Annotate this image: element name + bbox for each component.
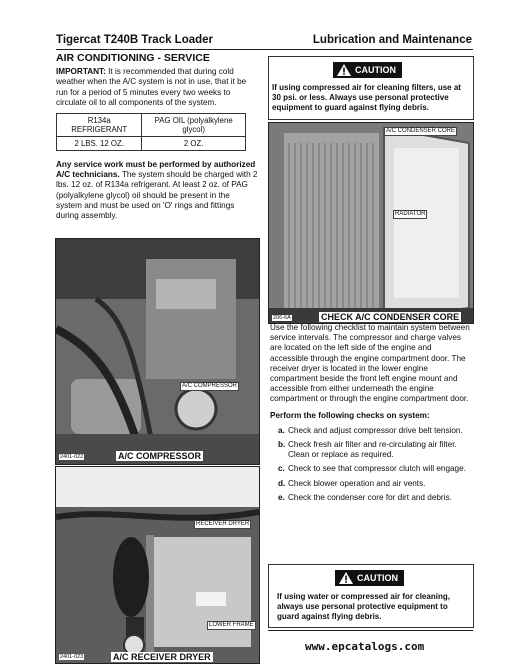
table-cell: R134a REFRIGERANT — [57, 114, 142, 137]
header-title-left: Tigercat T240B Track Loader — [56, 34, 214, 46]
caution-label: CAUTION — [355, 65, 396, 75]
caution-label: CAUTION — [357, 573, 398, 583]
service-text: The system should be charged with 2 lbs. 12 oz. of R134a refrigerant. At least 2 oz. of PAG (polyalkylene glycol) oil should be present in the system and must be used on 'O' rings and fittings during assembly. — [56, 170, 258, 221]
list-item — [270, 493, 472, 503]
checks-list — [270, 426, 472, 503]
caution-text: If using water or compressed air for cleaning, always use personal protective equipment to guard against flying debris. — [277, 592, 450, 621]
condenser-core-photo — [268, 122, 474, 324]
table-cell: PAG OIL (polyalkylene glycol) — [142, 114, 246, 137]
list-text: Check fresh air filter and re-circulating air filter. Clean or replace as required. — [288, 440, 457, 460]
list-key: d. — [278, 478, 286, 488]
table-row — [57, 137, 246, 151]
caution-text: If using compressed air for cleaning filters, use at 30 psi. or less. Always use personal protective equipment to guard against flying debris. — [272, 83, 461, 112]
list-item — [270, 479, 472, 489]
important-text: It is recommended that during cold weather when the A/C system is not in use, that it be run for a period of 5 minutes every two weeks to circulate oil to all components of the system. — [56, 67, 247, 107]
header-rule — [56, 49, 473, 50]
footer-rule — [268, 630, 473, 631]
intro-paragraph: Use the following checklist to maintain system between service intervals. The compressor and charge valves are located on the left side of the engine and accessible through the engine compartment door. The receiver dryer is located in the lower engine compartment beside the front left engine mount and accessible from either underneath the engine compartment or through the engine compartment door. — [270, 323, 470, 404]
list-item — [270, 440, 472, 460]
figure-caption: CHECK A/C CONDENSER CORE — [321, 312, 460, 322]
list-key: b. — [278, 440, 286, 450]
callout-lower-frame: LOWER FRAME — [209, 622, 254, 628]
list-item — [270, 426, 472, 436]
callout-radiator: RADIATOR — [395, 211, 426, 217]
table-cell: 2 LBS. 12 OZ. — [57, 137, 142, 151]
warning-icon — [339, 572, 353, 584]
service-bold: Any service work must be performed by authorized A/C technicians. — [56, 160, 256, 180]
warning-icon — [337, 64, 351, 76]
caution-box-2 — [268, 564, 474, 628]
callout-ac-compressor: A/C COMPRESSOR — [182, 383, 238, 389]
figure-caption: A/C COMPRESSOR — [118, 451, 202, 461]
caution-box-1 — [268, 56, 474, 120]
right-column — [270, 323, 472, 507]
left-column — [56, 53, 258, 221]
list-text: Check the condenser core for dirt and debris. — [288, 492, 452, 502]
list-item — [270, 464, 472, 474]
callout-condenser-core: A/C CONDENSER CORE — [386, 128, 456, 134]
list-text: Check blower operation and air vents. — [288, 478, 426, 488]
important-label: IMPORTANT: — [56, 67, 106, 77]
list-key: c. — [278, 464, 285, 474]
list-key: e. — [278, 492, 285, 502]
table-cell: 2 OZ. — [142, 137, 246, 151]
ac-compressor-photo — [55, 238, 260, 465]
ac-spec-table — [56, 113, 246, 151]
figure-caption: A/C RECEIVER DRYER — [113, 652, 211, 662]
list-key: a. — [278, 425, 285, 435]
figure-number: 206-6A — [273, 315, 291, 321]
service-paragraph — [56, 160, 258, 221]
figure-number: 2401-022 — [60, 454, 84, 460]
checks-title: Perform the following checks on system: — [270, 410, 430, 420]
header-title-right: Lubrication and Maintenance — [312, 34, 472, 46]
figure-number: 2401-023 — [60, 654, 84, 660]
important-paragraph — [56, 67, 258, 108]
page-header — [56, 34, 472, 50]
caution-badge — [333, 62, 402, 78]
receiver-dryer-photo-art — [56, 467, 259, 663]
footer-url-link[interactable]: www.epcatalogs.com — [305, 640, 425, 653]
condenser-photo-art — [269, 123, 473, 323]
caution-badge — [335, 570, 404, 586]
compressor-photo-art — [56, 239, 259, 464]
table-row — [57, 114, 246, 137]
list-text: Check and adjust compressor drive belt tension. — [288, 425, 463, 435]
list-text: Check to see that compressor clutch will engage. — [288, 464, 466, 474]
callout-receiver-dryer: RECEIVER DRYER — [196, 521, 250, 527]
ac-receiver-dryer-photo — [55, 466, 260, 664]
section-title: AIR CONDITIONING - SERVICE — [56, 52, 210, 64]
